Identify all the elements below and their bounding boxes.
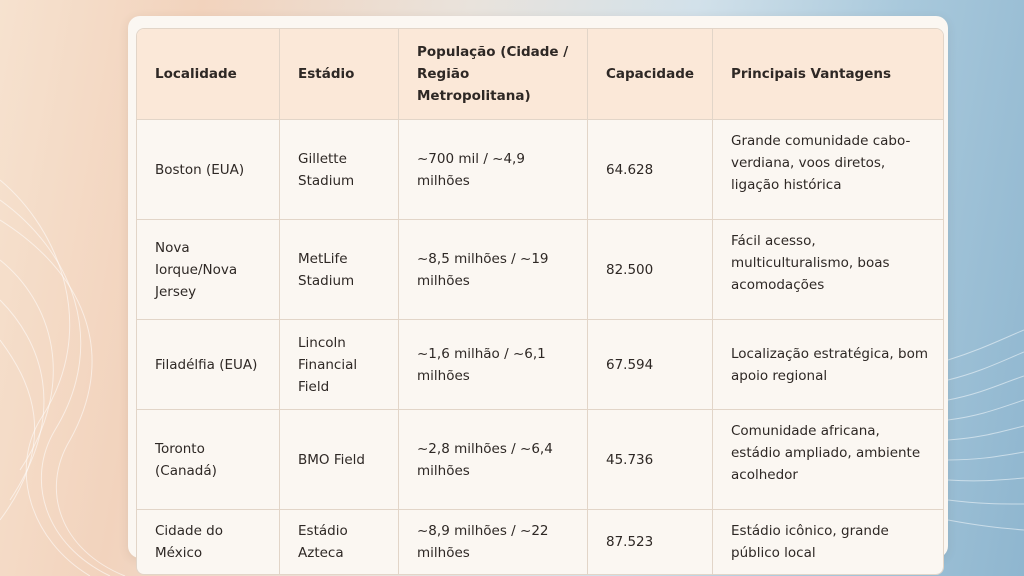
header-capacidade: Capacidade — [588, 29, 713, 120]
cell-vantagens: Estádio icônico, grande público local — [713, 510, 943, 574]
cell-vantagens: Comunidade africana, estádio ampliado, ambiente acolhedor — [713, 410, 943, 510]
table-row — [137, 510, 943, 574]
header-estadio: Estádio — [280, 29, 399, 120]
cell-estadio: MetLife Stadium — [280, 220, 399, 320]
cell-localidade: Filadélfia (EUA) — [137, 320, 280, 410]
cell-capacidade: 87.523 — [588, 510, 713, 574]
venues-table — [136, 28, 944, 575]
cell-capacidade: 45.736 — [588, 410, 713, 510]
cell-vantagens: Localização estratégica, bom apoio regional — [713, 320, 943, 410]
table-row — [137, 220, 943, 320]
table-card — [128, 16, 948, 561]
table-row — [137, 410, 943, 510]
cell-estadio: Estádio Azteca — [280, 510, 399, 574]
cell-vantagens: Grande comunidade cabo-verdiana, voos diretos, ligação histórica — [713, 120, 943, 220]
cell-capacidade: 64.628 — [588, 120, 713, 220]
header-vantagens: Principais Vantagens — [713, 29, 943, 120]
cell-populacao: ~8,5 milhões / ~19 milhões — [399, 220, 588, 320]
cell-capacidade: 82.500 — [588, 220, 713, 320]
table-header-row — [137, 29, 943, 120]
cell-populacao: ~700 mil / ~4,9 milhões — [399, 120, 588, 220]
table-row — [137, 320, 943, 410]
cell-populacao: ~2,8 milhões / ~6,4 milhões — [399, 410, 588, 510]
cell-localidade: Nova Iorque/Nova Jersey — [137, 220, 280, 320]
cell-localidade: Boston (EUA) — [137, 120, 280, 220]
cell-populacao: ~8,9 milhões / ~22 milhões — [399, 510, 588, 574]
cell-populacao: ~1,6 milhão / ~6,1 milhões — [399, 320, 588, 410]
cell-localidade: Toronto (Canadá) — [137, 410, 280, 510]
cell-capacidade: 67.594 — [588, 320, 713, 410]
cell-localidade: Cidade do México — [137, 510, 280, 574]
cell-estadio: Gillette Stadium — [280, 120, 399, 220]
cell-estadio: Lincoln Financial Field — [280, 320, 399, 410]
cell-vantagens: Fácil acesso, multiculturalismo, boas acomodações — [713, 220, 943, 320]
table-row — [137, 120, 943, 220]
cell-estadio: BMO Field — [280, 410, 399, 510]
header-localidade: Localidade — [137, 29, 280, 120]
header-populacao: População (Cidade / Região Metropolitana) — [399, 29, 588, 120]
